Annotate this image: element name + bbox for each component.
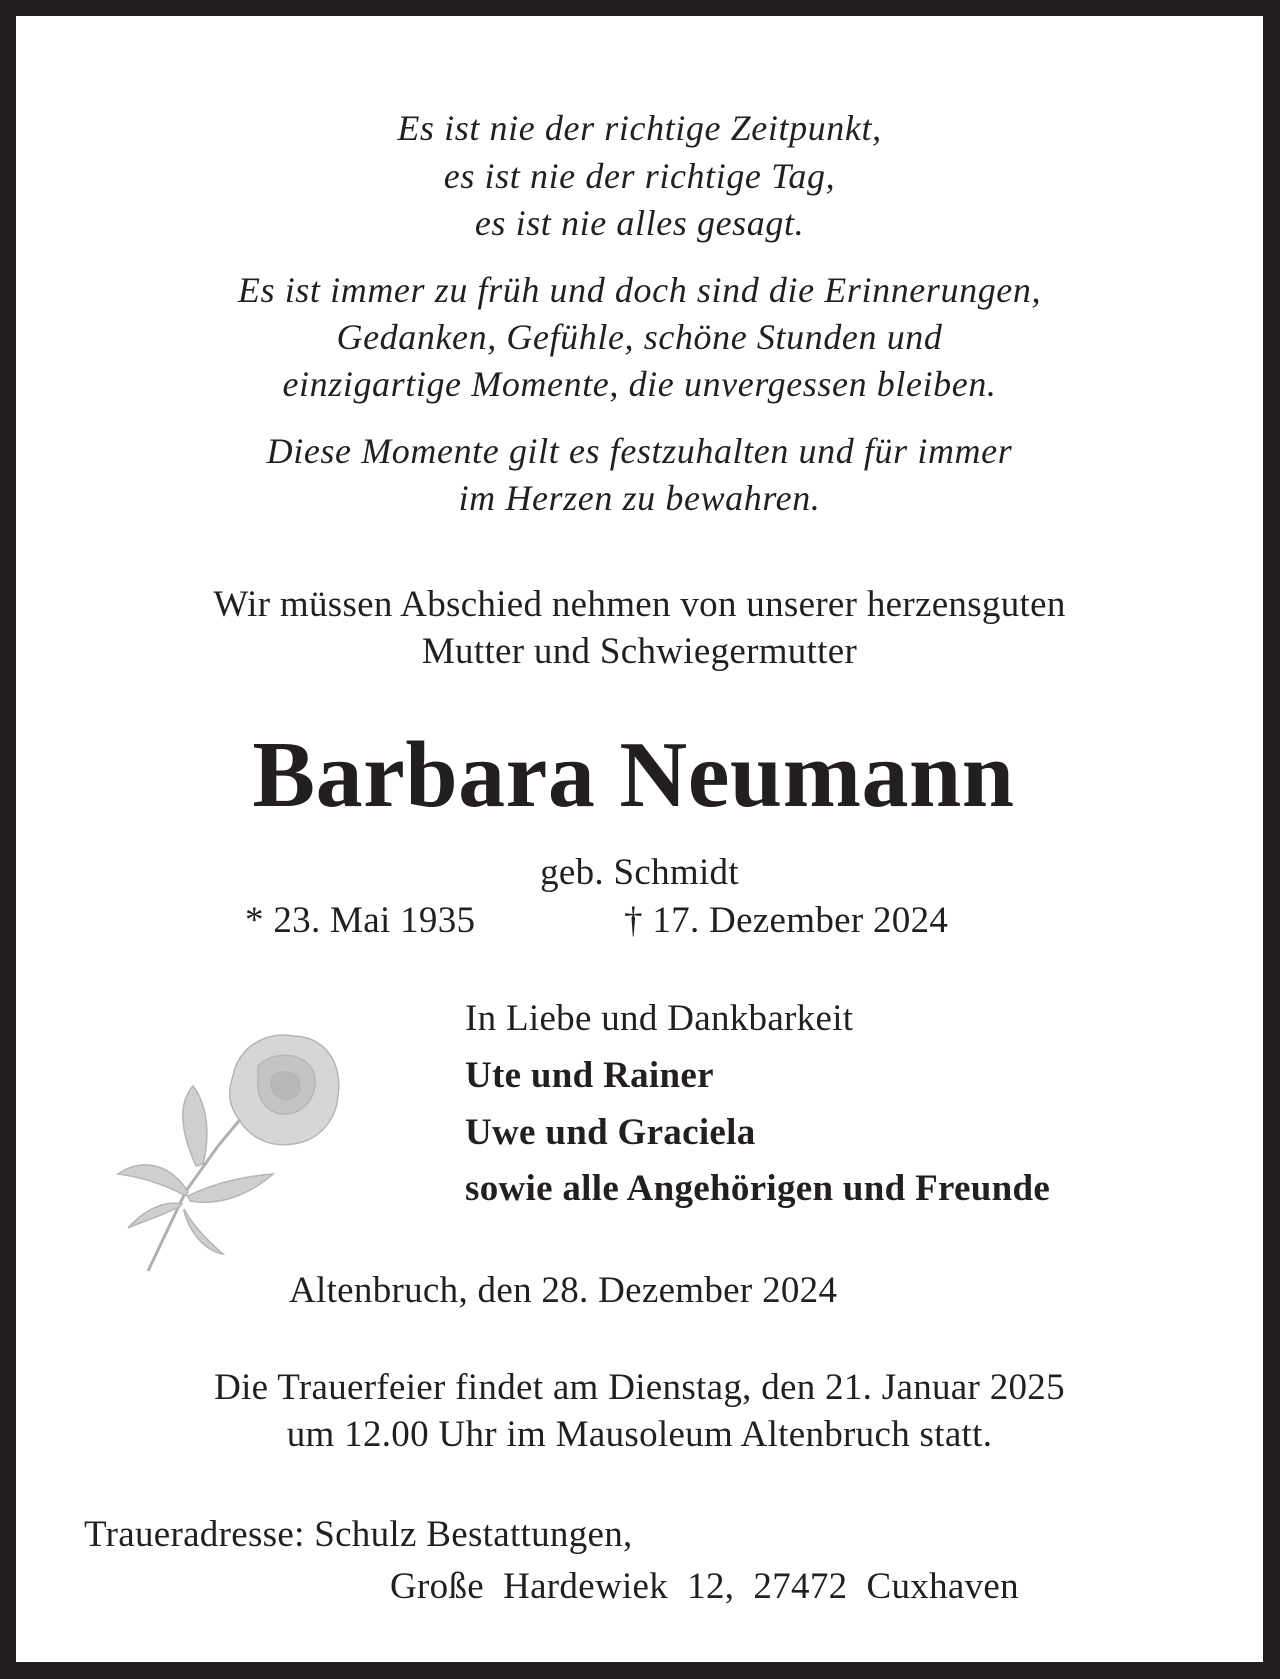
address-street: Große Hardewiek 12, 27472 Cuxhaven bbox=[390, 1566, 1019, 1607]
mourner-name: Uwe und Graciela bbox=[465, 1112, 756, 1153]
poem-line: im Herzen zu bewahren. bbox=[458, 478, 821, 518]
obituary-card bbox=[16, 16, 1263, 1662]
birth-date: * 23. Mai 1935 bbox=[245, 900, 476, 941]
mourner-name: Ute und Rainer bbox=[465, 1055, 714, 1096]
poem-line: Diese Momente gilt es festzuhalten und für immer bbox=[266, 431, 1013, 471]
poem-line: Es ist nie der richtige Zeitpunkt, bbox=[397, 108, 882, 148]
address-label: Traueradresse: Schulz Bestattungen, bbox=[84, 1514, 633, 1555]
poem-line: es ist nie der richtige Tag, bbox=[443, 156, 836, 196]
place-date: Altenbruch, den 28. Dezember 2024 bbox=[289, 1270, 838, 1311]
maiden-name: geb. Schmidt bbox=[540, 852, 739, 893]
poem-line: Es ist immer zu früh und doch sind die Erinnerungen, bbox=[237, 270, 1042, 310]
poem-line: einzigartige Momente, die unvergessen bleiben. bbox=[282, 364, 997, 404]
intro-line: Wir müssen Abschied nehmen von unserer herzensguten bbox=[213, 584, 1066, 625]
death-date: † 17. Dezember 2024 bbox=[624, 900, 949, 941]
funeral-info: um 12.00 Uhr im Mausoleum Altenbruch statt. bbox=[286, 1414, 993, 1455]
mourners-intro: In Liebe und Dankbarkeit bbox=[465, 998, 854, 1039]
poem-line: es ist nie alles gesagt. bbox=[474, 203, 805, 243]
deceased-name: Barbara Neumann bbox=[252, 723, 1015, 827]
funeral-info: Die Trauerfeier findet am Dienstag, den 21. Januar 2025 bbox=[214, 1367, 1065, 1408]
poem-line: Gedanken, Gefühle, schöne Stunden und bbox=[336, 317, 943, 357]
mourner-name: sowie alle Angehörigen und Freunde bbox=[465, 1168, 1051, 1209]
intro-line: Mutter und Schwiegermutter bbox=[421, 631, 858, 672]
rose-icon bbox=[108, 1006, 378, 1276]
